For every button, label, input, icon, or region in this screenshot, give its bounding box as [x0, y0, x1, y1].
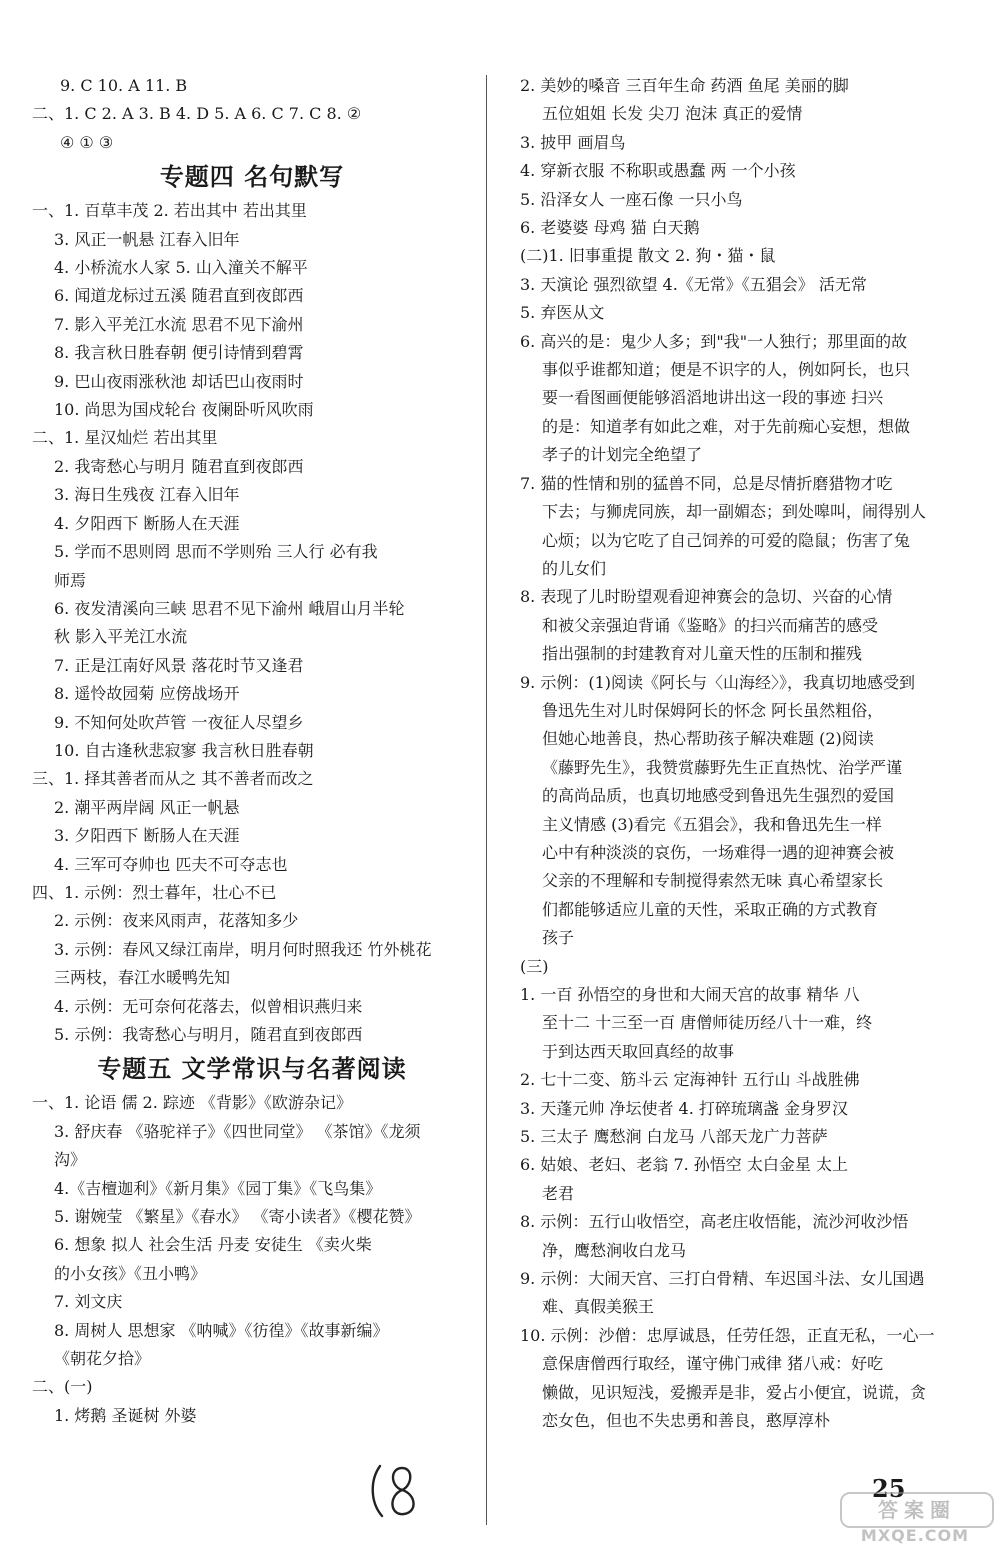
answer-line: 1. 烤鹅 圣诞树 外婆 — [54, 1405, 197, 1425]
answer-line: 4. 穿新衣服 不称职或愚蠢 两 一个小孩 — [520, 161, 796, 181]
answer-line: 沟》 — [54, 1150, 87, 1170]
answer-line: 8. 遥怜故园菊 应傍战场开 — [54, 684, 240, 704]
answer-line: 三两枝，春江水暖鸭先知 — [54, 968, 231, 988]
answer-line: 2. 七十二变、筋斗云 定海神针 五行山 斗战胜佛 — [520, 1070, 860, 1090]
answer-line: 4. 小桥流水人家 5. 山入潼关不解平 — [54, 258, 308, 278]
answer-line: 二、(一) — [32, 1377, 93, 1397]
answer-line: 6. 夜发清溪向三峡 思君不见下渝州 峨眉山月半轮 — [54, 598, 405, 618]
answer-line: 《藤野先生》，我赞赏藤野先生正直热忱、治学严谨 — [542, 757, 903, 777]
answer-line: 《朝花夕拾》 — [54, 1349, 151, 1369]
answer-line: 7. 猫的性情和别的猛兽不同，总是尽情折磨猎物才吃 — [520, 473, 893, 493]
answer-line: 于到达西天取回真经的故事 — [542, 1041, 735, 1061]
answer-line: 3. 天演论 强烈欲望 4.《无常》《五猖会》 活无常 — [520, 274, 867, 294]
answer-line: 9. 示例：(1)阅读《阿长与〈山海经〉》，我真切地感受到 — [520, 672, 916, 692]
answer-line: 3. 海日生残夜 江春入旧年 — [54, 485, 240, 505]
answer-line: 心中有种淡淡的哀伤，一场难得一遇的迎神赛会被 — [542, 842, 895, 862]
answer-line: 的儿女们 — [542, 558, 607, 578]
answer-line: 8. 示例：五行山收悟空，高老庄收悟能，流沙河收沙悟 — [520, 1212, 909, 1232]
answer-line: 鲁迅先生对儿时保姆阿长的怀念 阿长虽然粗俗， — [542, 700, 884, 720]
answer-line: 主义情感 (3)看完《五猖会》，我和鲁迅先生一样 — [542, 814, 882, 834]
answer-line: 至十二 十三至一百 唐僧师徒历经八十一难，终 — [542, 1013, 873, 1033]
answer-line: 10. 示例：沙僧：忠厚诚恳，任劳任怨，正直无私，一心一 — [520, 1325, 935, 1345]
answer-line: 下去；与狮虎同族，却一副媚态；到处嗥叫，闹得别人 — [542, 502, 927, 522]
answer-line: 但她心地善良，热心帮助孩子解决难题 (2)阅读 — [542, 729, 874, 749]
answer-line: 6. 高兴的是：鬼少人多；到"我"一人独行；那里面的故 — [520, 331, 908, 351]
answer-line: 和被父亲强迫背诵《鉴略》的扫兴而痛苦的感受 — [542, 615, 879, 635]
answer-line: 2. 潮平两岸阔 风正一帆悬 — [54, 797, 240, 817]
answer-line: 3. 示例：春风又绿江南岸，明月何时照我还 竹外桃花 — [54, 939, 432, 959]
answer-line: 10. 自古逢秋悲寂寥 我言秋日胜春朝 — [54, 740, 314, 760]
answer-line: 8. 表现了儿时盼望观看迎神赛会的急切、兴奋的心情 — [520, 587, 893, 607]
answer-line: 净，鹰愁涧收白龙马 — [542, 1240, 687, 1260]
answer-line: 2. 我寄愁心与明月 随君直到夜郎西 — [54, 456, 304, 476]
answer-line: 4.《吉檀迦利》《新月集》《园丁集》《飞鸟集》 — [54, 1178, 382, 1198]
answer-line: 7. 正是江南好风景 落花时节又逢君 — [54, 655, 304, 675]
answer-line: (二)1. 旧事重提 散文 2. 狗・猫・鼠 — [520, 246, 776, 266]
answer-line: 5. 谢婉莹 《繁星》《春水》 《寄小读者》《樱花赞》 — [54, 1207, 421, 1227]
answer-line: 5. 学而不思则罔 思而不学则殆 三人行 必有我 — [54, 542, 378, 562]
answer-line: 5. 弃医从文 — [520, 303, 605, 323]
answer-line: 10. 尚思为国戍轮台 夜阑卧听风吹雨 — [54, 400, 314, 420]
answer-line: 1. 一百 孙悟空的身世和大闹天宫的故事 精华 八 — [520, 985, 860, 1004]
answer-line: 师焉 — [54, 570, 87, 590]
answer-line: 秋 影入平羌江水流 — [54, 627, 188, 647]
answer-line: ④ ① ③ — [60, 132, 114, 152]
answer-line: 一、1. 论语 儒 2. 踪迹 《背影》《欧游杂记》 — [32, 1093, 352, 1113]
watermark-logo — [840, 1492, 990, 1544]
answer-line: 5. 三太子 鹰愁涧 白龙马 八部天龙广力菩萨 — [520, 1127, 828, 1147]
answer-line: 要一看图画便能够滔滔地讲出这一段的事迹 扫兴 — [542, 388, 884, 408]
answer-line: 二、1. C 2. A 3. B 4. D 5. A 6. C 7. C 8. ② — [32, 104, 362, 124]
answer-line: 五位姐姐 长发 尖刀 泡沫 真正的爱情 — [542, 104, 803, 124]
answer-line: 3. 夕阳西下 断肠人在天涯 — [54, 826, 240, 846]
answer-line: 一、1. 百草丰茂 2. 若出其中 若出其里 — [32, 201, 307, 221]
answer-line: 的是：知道孝有如此之难，对于先前痴心妄想，想做 — [542, 416, 911, 436]
answer-line: 意保唐僧西行取经，谨守佛门戒律 猪八戒：好吃 — [542, 1354, 884, 1374]
left-column — [32, 72, 472, 1430]
answer-line: 的小女孩》《丑小鸭》 — [54, 1263, 207, 1283]
answer-line: 4. 示例：无可奈何花落去，似曾相识燕归来 — [54, 996, 363, 1016]
answer-line: 老君 — [542, 1183, 575, 1203]
answer-line: 3. 披甲 画眉鸟 — [520, 132, 626, 152]
answer-line: 9. C 10. A 11. B — [60, 76, 188, 95]
answer-line: 的高尚品质，也真切地感受到鲁迅先生强烈的爱国 — [542, 786, 895, 806]
answer-line: 6. 闻道龙标过五溪 随君直到夜郎西 — [54, 286, 304, 306]
answer-line: 9. 示例：大闹天宫、三打白骨精、车迟国斗法、女儿国遇 — [520, 1269, 925, 1289]
answer-line: 6. 想象 拟人 社会生活 丹麦 安徒生 《卖火柴 — [54, 1235, 372, 1255]
section-heading: 专题五 文学常识与名著阅读 — [97, 1054, 407, 1084]
answer-line: 7. 刘文庆 — [54, 1292, 123, 1312]
answer-line: 3. 舒庆春 《骆驼祥子》《四世同堂》 《茶馆》《龙须 — [54, 1121, 421, 1141]
answer-line: 8. 周树人 思想家 《呐喊》《彷徨》《故事新编》 — [54, 1320, 389, 1340]
answer-line: 恋女色，但也不失忠勇和善良，憨厚淳朴 — [542, 1411, 831, 1431]
answer-line: 6. 姑娘、老妇、老翁 7. 孙悟空 太白金星 太上 — [520, 1155, 848, 1175]
right-column — [520, 72, 940, 1436]
answer-line: 二、1. 星汉灿烂 若出其里 — [32, 428, 218, 448]
answer-line: 四、1. 示例：烈士暮年，壮心不已 — [32, 882, 277, 902]
answer-line: 5. 示例：我寄愁心与明月，随君直到夜郎西 — [54, 1025, 363, 1044]
answer-line: 指出强制的封建教育对儿童天性的压制和摧残 — [542, 644, 863, 664]
answer-line: 父亲的不理解和专制搅得索然无味 真心希望家长 — [542, 871, 884, 891]
answer-line: 心烦；以为它吃了自己饲养的可爱的隐鼠；伤害了兔 — [542, 530, 911, 550]
answer-line: 8. 我言秋日胜春朝 便引诗情到碧霄 — [54, 343, 304, 363]
answer-line: 难、真假美猴王 — [542, 1297, 655, 1317]
answer-line: 懒做，见识短浅，爱搬弄是非，爱占小便宜，说谎，贪 — [542, 1382, 927, 1402]
page-number: 25 — [872, 1474, 906, 1503]
watermark-url: MXQE.COM — [860, 1526, 970, 1545]
answer-line: 3. 天蓬元帅 净坛使者 4. 打碎琉璃盏 金身罗汉 — [520, 1098, 848, 1118]
column-divider — [486, 75, 487, 1525]
section-heading: 专题四 名句默写 — [159, 162, 345, 192]
answer-line: 孝子的计划完全绝望了 — [542, 445, 703, 465]
answer-line: 5. 沿泽女人 一座石像 一只小鸟 — [520, 189, 743, 209]
answer-line: 2. 示例：夜来风雨声，花落知多少 — [54, 911, 299, 931]
answer-line: 9. 巴山夜雨涨秋池 却话巴山夜雨时 — [54, 371, 304, 391]
answer-line: 9. 不知何处吹芦管 一夜征人尽望乡 — [54, 712, 304, 732]
watermark-logo-text: 答案圈 — [840, 1492, 994, 1528]
answer-line: (三) — [520, 956, 549, 976]
answer-line: 们都能够适应儿童的天性，采取正确的方式教育 — [542, 899, 879, 919]
answer-line: 7. 影入平羌江水流 思君不见下渝州 — [54, 314, 304, 334]
answer-line: 3. 风正一帆悬 江春入旧年 — [54, 229, 240, 249]
answer-line: 事似乎谁都知道；便是不识字的人，例如阿长，也只 — [542, 360, 911, 380]
answer-line: 4. 夕阳西下 断肠人在天涯 — [54, 513, 240, 533]
answer-line: 2. 美妙的嗓音 三百年生命 药酒 鱼尾 美丽的脚 — [520, 76, 849, 95]
answer-line: 三、1. 择其善者而从之 其不善者而改之 — [32, 769, 314, 789]
answer-line: 孩子 — [542, 928, 575, 948]
handwritten-note — [368, 1462, 428, 1522]
answer-line: 6. 老婆婆 母鸡 猫 白天鹅 — [520, 218, 700, 238]
answer-line: 4. 三军可夺帅也 匹夫不可夺志也 — [54, 854, 288, 874]
